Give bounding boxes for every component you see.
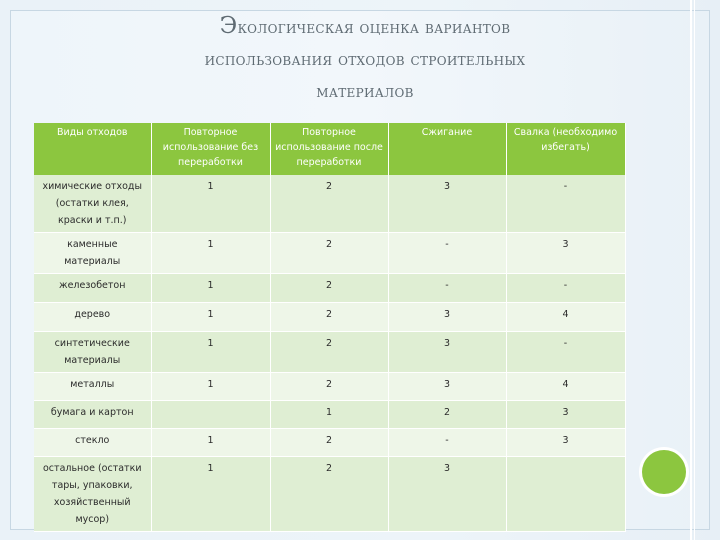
- table-cell: 2: [270, 303, 388, 332]
- table-cell: 3: [506, 233, 625, 274]
- header-landfill: Свалка (необходимо избегать): [506, 123, 625, 175]
- table-cell: 3: [506, 429, 625, 457]
- table-cell: 2: [270, 332, 388, 373]
- table-cell: 1: [151, 429, 270, 457]
- table-row: [34, 233, 625, 274]
- table-cell: 4: [506, 373, 625, 401]
- waste-assessment-table: [34, 123, 626, 532]
- table-cell: 2: [270, 233, 388, 274]
- title-line-1: кологическая оценка вариантов: [237, 18, 511, 38]
- table-cell: 2: [270, 429, 388, 457]
- table-cell: 1: [151, 303, 270, 332]
- waste-type-cell: металлы: [34, 373, 151, 401]
- header-incineration: Сжигание: [388, 123, 506, 175]
- table-cell: 3: [388, 175, 506, 233]
- table-cell: 4: [506, 303, 625, 332]
- table-cell: 2: [270, 373, 388, 401]
- header-reuse-after-processing: Повторное использование после переработки: [270, 123, 388, 175]
- table-row: [34, 303, 625, 332]
- waste-type-cell: остальное (остатки тары, упаковки, хозяйственный мусор): [34, 457, 151, 532]
- title-first-letter: Э: [219, 13, 238, 39]
- table-cell: 2: [388, 401, 506, 429]
- table-row: [34, 457, 625, 532]
- table-cell: [151, 401, 270, 429]
- waste-type-cell: синтетические материалы: [34, 332, 151, 373]
- table-cell: 1: [151, 457, 270, 532]
- table-cell: [506, 457, 625, 532]
- table-cell: 1: [151, 233, 270, 274]
- header-reuse-without-processing: Повторное использование без переработки: [151, 123, 270, 175]
- table-row: [34, 274, 625, 303]
- table-cell: -: [506, 274, 625, 303]
- waste-type-cell: химические отходы (остатки клея, краски и т.п.): [34, 175, 151, 233]
- table-cell: 3: [506, 401, 625, 429]
- table-row: [34, 401, 625, 429]
- table-row: [34, 373, 625, 401]
- table-cell: -: [388, 233, 506, 274]
- table-cell: 2: [270, 274, 388, 303]
- table-cell: -: [388, 429, 506, 457]
- table-cell: 3: [388, 373, 506, 401]
- waste-type-cell: железобетон: [34, 274, 151, 303]
- table-cell: 3: [388, 332, 506, 373]
- waste-type-cell: каменные материалы: [34, 233, 151, 274]
- header-waste-type: Виды отходов: [34, 123, 151, 175]
- table-cell: 2: [270, 457, 388, 532]
- title-line-3: материалов: [316, 82, 414, 102]
- table-cell: 1: [151, 274, 270, 303]
- waste-type-cell: стекло: [34, 429, 151, 457]
- slide-title: [30, 10, 700, 108]
- table-cell: 3: [388, 457, 506, 532]
- table-cell: 1: [151, 332, 270, 373]
- table-cell: -: [506, 332, 625, 373]
- table-row: [34, 332, 625, 373]
- table-row: [34, 175, 625, 233]
- table-cell: 2: [270, 175, 388, 233]
- waste-type-cell: бумага и картон: [34, 401, 151, 429]
- table-header-row: [34, 123, 625, 175]
- table-row: [34, 429, 625, 457]
- table-cell: 1: [151, 175, 270, 233]
- decorative-green-circle: [642, 450, 686, 494]
- table-cell: -: [388, 274, 506, 303]
- table-cell: -: [506, 175, 625, 233]
- table-cell: 1: [151, 373, 270, 401]
- table-cell: 3: [388, 303, 506, 332]
- title-line-2: использования отходов строительных: [204, 50, 526, 70]
- waste-type-cell: дерево: [34, 303, 151, 332]
- table-cell: 1: [270, 401, 388, 429]
